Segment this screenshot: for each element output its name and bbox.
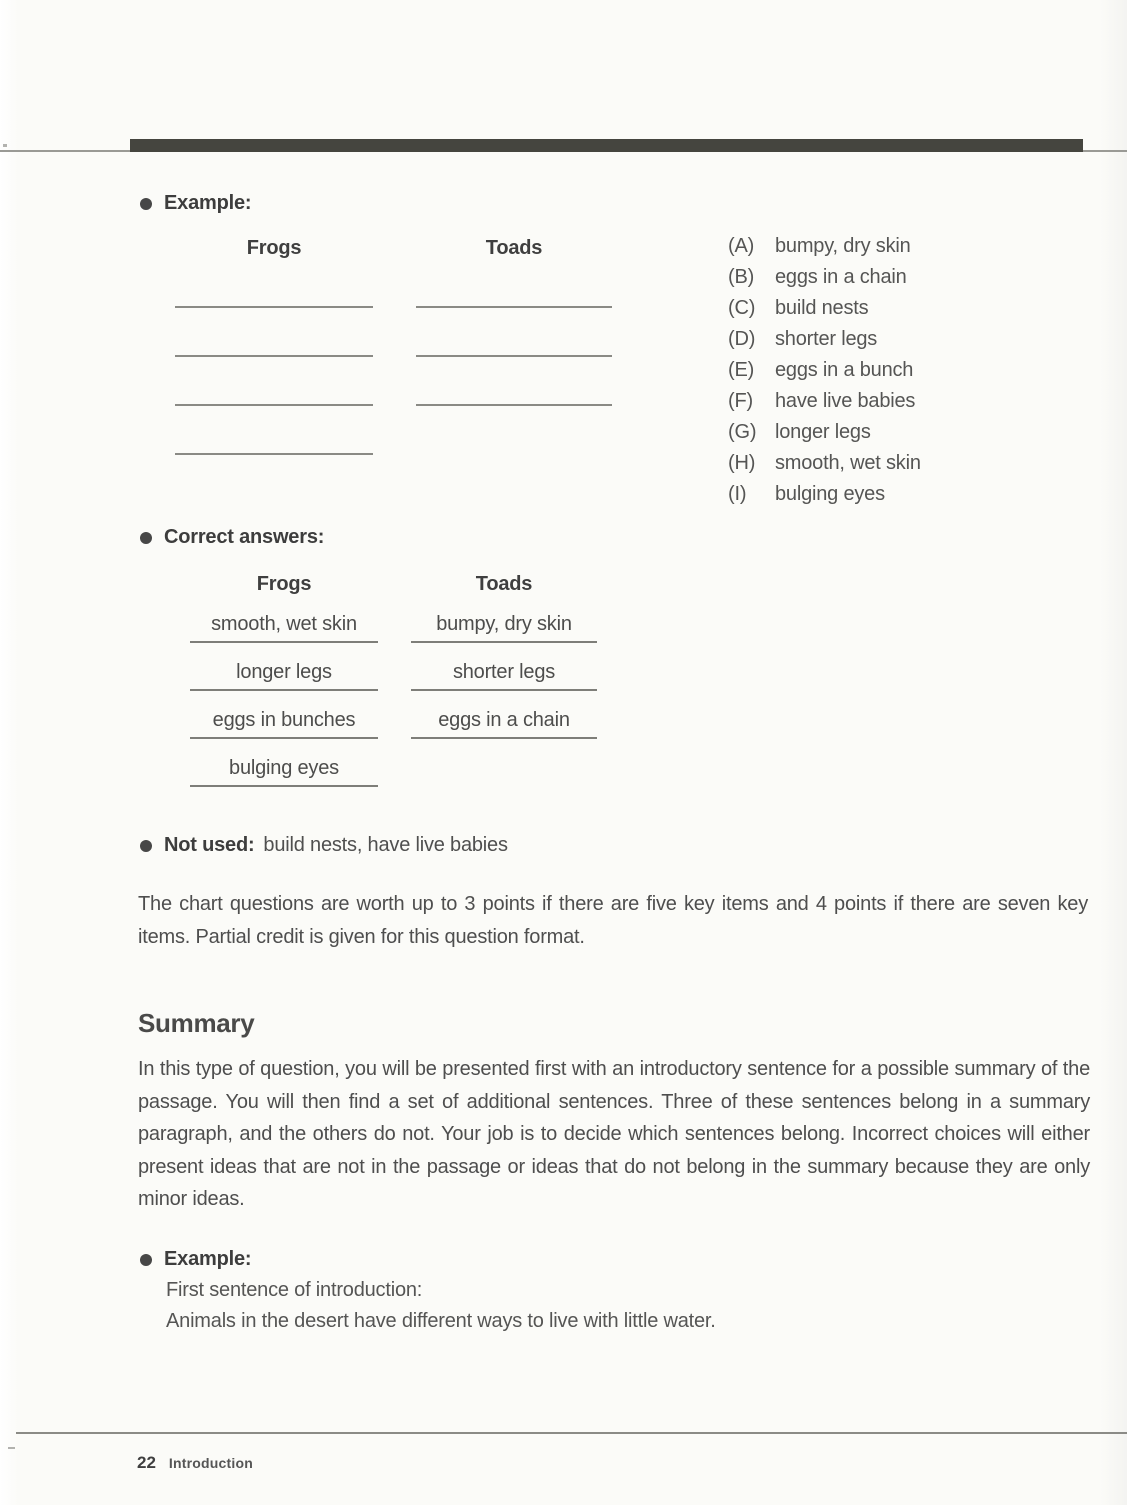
bullet-icon bbox=[140, 198, 152, 210]
frogs-answer: eggs in bunches bbox=[190, 703, 378, 739]
frogs-blank-line bbox=[175, 404, 373, 406]
frogs-answer: smooth, wet skin bbox=[190, 607, 378, 643]
answer-option bbox=[728, 417, 1088, 448]
footer-rule bbox=[16, 1432, 1127, 1434]
frogs-blank-line bbox=[175, 355, 373, 357]
option-letter: (I) bbox=[728, 483, 747, 505]
frogs-answer: longer legs bbox=[190, 655, 378, 691]
not-used-label: Not used: bbox=[164, 834, 255, 856]
scan-artifact bbox=[3, 144, 7, 147]
page-number: 22 bbox=[137, 1453, 156, 1472]
option-letter: (D) bbox=[728, 328, 756, 350]
option-letter: (F) bbox=[728, 390, 753, 412]
scan-artifact bbox=[8, 1447, 15, 1449]
answer-option bbox=[728, 262, 1088, 293]
answer-option bbox=[728, 231, 1088, 262]
not-used-row bbox=[140, 834, 508, 857]
option-letter: (E) bbox=[728, 359, 755, 381]
option-text: bumpy, dry skin bbox=[775, 235, 911, 257]
option-text: eggs in a chain bbox=[775, 266, 907, 288]
option-text: eggs in a bunch bbox=[775, 359, 914, 381]
example-label: Example: bbox=[164, 192, 252, 214]
example-label: Example: bbox=[164, 1248, 252, 1270]
answer-option bbox=[728, 386, 1088, 417]
example-summary-heading bbox=[140, 1248, 251, 1271]
top-rule-bar bbox=[130, 139, 1083, 152]
option-letter: (G) bbox=[728, 421, 757, 443]
toads-answer: bumpy, dry skin bbox=[411, 607, 597, 643]
bullet-icon bbox=[140, 1254, 152, 1266]
not-used-text: build nests, have live babies bbox=[263, 834, 508, 856]
answer-option bbox=[728, 355, 1088, 386]
page-footer bbox=[137, 1453, 253, 1473]
intro-sentence-text: Animals in the desert have different ways to live with little water. bbox=[166, 1310, 716, 1332]
answers-frogs-header: Frogs bbox=[256, 573, 312, 595]
footer-section-title: Introduction bbox=[168, 1455, 253, 1471]
answers-toads-header: Toads bbox=[475, 573, 533, 595]
option-letter: (A) bbox=[728, 235, 755, 257]
frogs-blank-line bbox=[175, 453, 373, 455]
option-text: longer legs bbox=[775, 421, 871, 443]
summary-heading: Summary bbox=[138, 1008, 255, 1038]
answer-option bbox=[728, 324, 1088, 355]
answer-options-list bbox=[728, 231, 1088, 510]
frogs-answer: bulging eyes bbox=[190, 751, 378, 787]
toads-answer: shorter legs bbox=[411, 655, 597, 691]
correct-answers-heading bbox=[140, 526, 324, 549]
example-chart-heading bbox=[140, 192, 251, 215]
option-text: smooth, wet skin bbox=[775, 452, 921, 474]
option-text: shorter legs bbox=[775, 328, 878, 350]
scoring-note-paragraph: The chart questions are worth up to 3 points if there are five key items and 4 points if there are seven key items. Partial credit is given for this question format. bbox=[138, 893, 1088, 948]
correct-answers-label: Correct answers: bbox=[164, 526, 325, 548]
frogs-column-header: Frogs bbox=[246, 237, 302, 259]
toads-answer: eggs in a chain bbox=[411, 703, 597, 739]
answer-option bbox=[728, 479, 1088, 510]
option-letter: (C) bbox=[728, 297, 756, 319]
toads-blank-line bbox=[416, 404, 612, 406]
summary-paragraph: In this type of question, you will be presented first with an introductory sentence for a possible summary of the passage. You will then find a set of additional sentences. Three of these sentences belong in a summary paragraph, and the others do not. Your job is to decide which sentences belong. Incorrect choices will either present ideas that are not in the passage or ideas that do not belong in the summary because they are only minor ideas. bbox=[138, 1058, 1090, 1210]
answer-option bbox=[728, 293, 1088, 324]
frogs-blank-line bbox=[175, 306, 373, 308]
answer-option bbox=[728, 448, 1088, 479]
option-text: bulging eyes bbox=[775, 483, 885, 505]
option-text: build nests bbox=[775, 297, 869, 319]
toads-blank-line bbox=[416, 306, 612, 308]
intro-sentence-label: First sentence of introduction: bbox=[166, 1279, 423, 1301]
option-text: have live babies bbox=[775, 390, 916, 412]
bullet-icon bbox=[140, 532, 152, 544]
bullet-icon bbox=[140, 840, 152, 852]
toads-blank-line bbox=[416, 355, 612, 357]
toads-column-header: Toads bbox=[485, 237, 543, 259]
option-letter: (H) bbox=[728, 452, 756, 474]
option-letter: (B) bbox=[728, 266, 755, 288]
